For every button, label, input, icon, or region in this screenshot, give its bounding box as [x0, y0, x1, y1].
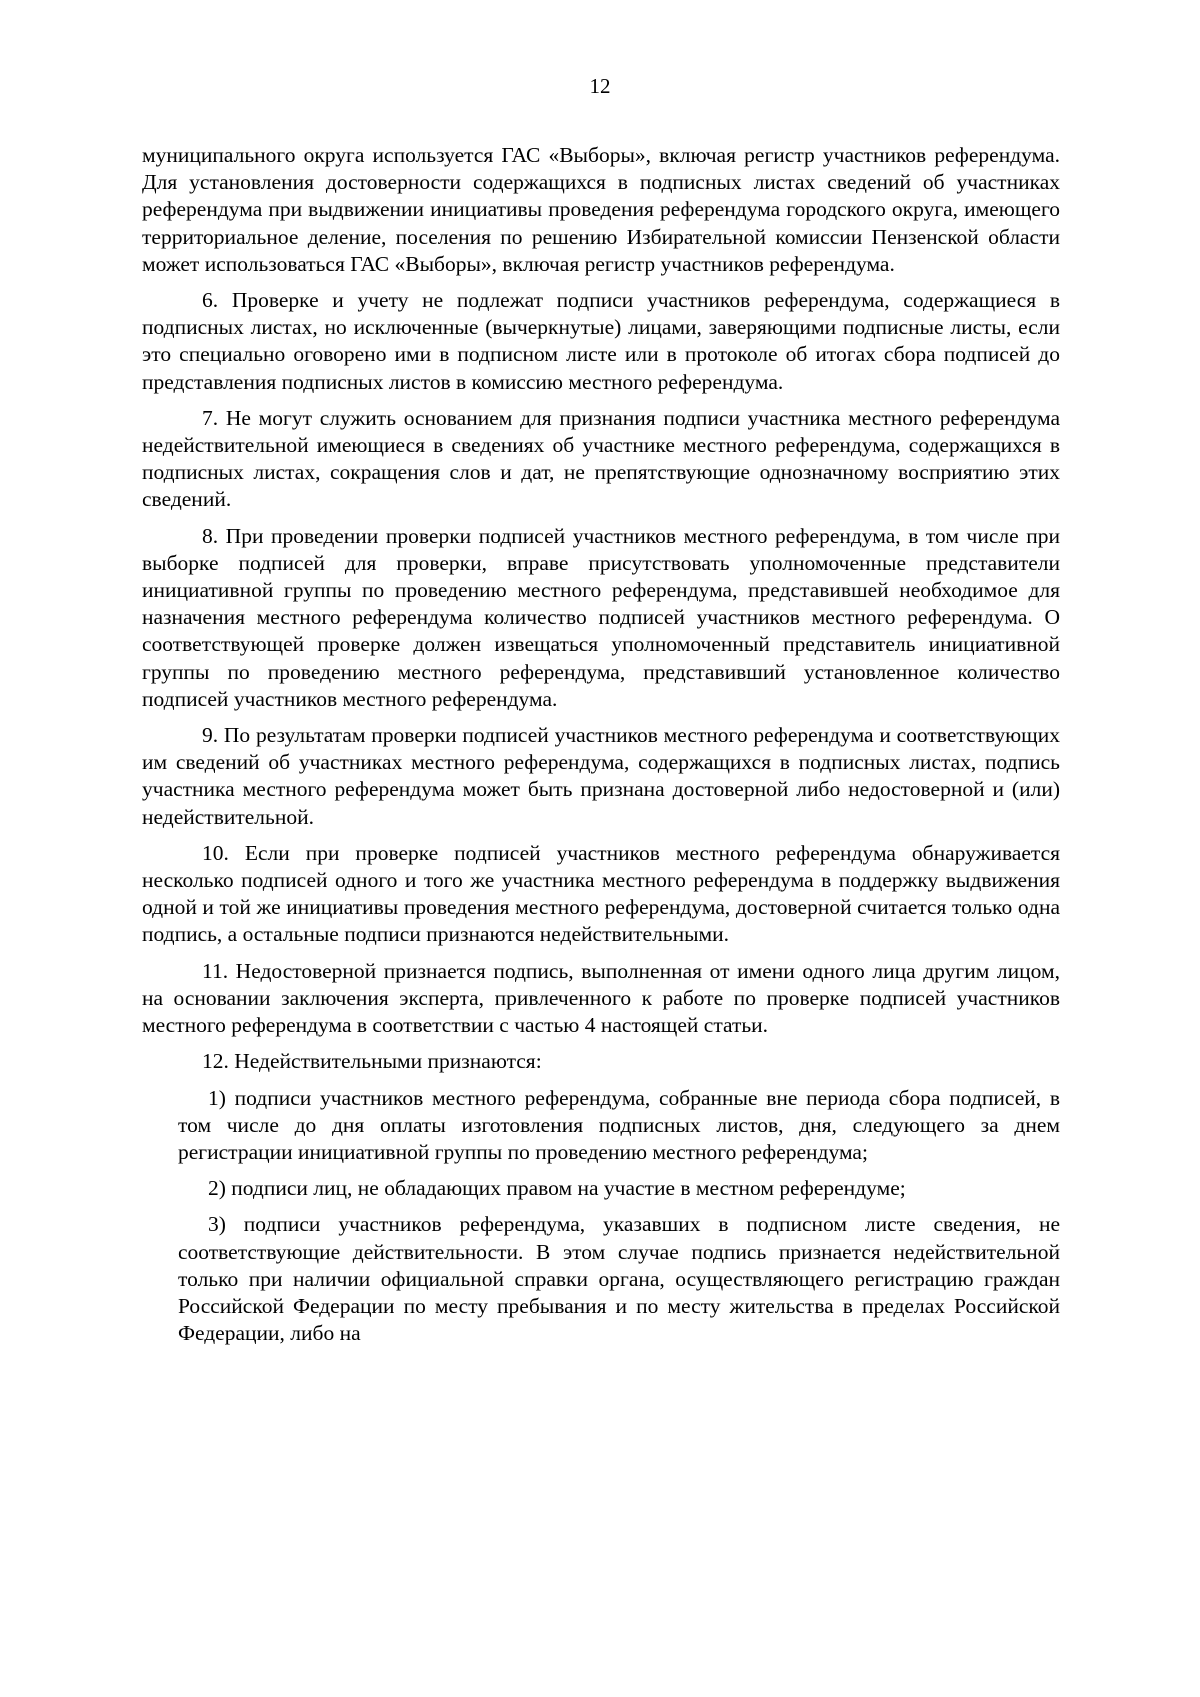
- paragraph-item-7: 7. Не могут служить основанием для признания подписи участника местного референдума недействительной имеющиеся в сведениях об участнике местного референдума, содержащихся в подписных листах, сокращения слов и дат, не препятствующие однозначному восприятию этих сведений.: [142, 405, 1060, 512]
- subitem-3: 3) подписи участников референдума, указавших в подписном листе сведения, не соответствующие действительности. В этом случае подпись признается недействительной только при наличии официальной справки органа, осуществляющего регистрацию граждан Российской Федерации по месту пребывания и по месту жительства в пределах Российской Федерации, либо на: [178, 1212, 1060, 1346]
- paragraph-item-10: 10. Если при проверке подписей участников местного референдума обнаруживается несколько подписей одного и того же участника местного референдума в поддержку выдвижения одной и той же инициативы проведения местного референдума, достоверной считается только одна подпись, а остальные подписи признаются недействительными.: [142, 840, 1060, 947]
- page-number: 12: [589, 74, 611, 98]
- paragraph-item-6: 6. Проверке и учету не подлежат подписи участников референдума, содержащиеся в подписных листах, но исключенные (вычеркнутые) лицами, заверяющими подписные листы, если это специально оговорено ими в подписном листе или в протоколе об итогах сбора подписей до представления подписных листов в комиссию местного референдума.: [142, 288, 1060, 394]
- subitem-1: 1) подписи участников местного референдума, собранные вне периода сбора подписей, в том числе до дня оплаты изготовления подписных листов, дня, следующего за днем регистрации инициативной группы по проведению местного референдума;: [178, 1085, 1060, 1164]
- document-body: [142, 142, 1060, 1356]
- paragraph-item-12: 12. Недействительными признаются:: [202, 1049, 542, 1074]
- paragraph-continuation: муниципального округа используется ГАС «Выборы», включая регистр участников референдума. Для установления достоверности содержащихся в подписных листах сведений об участниках референдума при выдвижении инициативы проведения референдума городского округа, имеющего территориальное деление, поселения по решению Избирательной комиссии Пензенской области может использоваться ГАС «Выборы», включая регистр участников референдума.: [142, 143, 1060, 276]
- subitem-2: 2) подписи лиц, не обладающих правом на участие в местном референдуме;: [208, 1176, 906, 1201]
- paragraph-item-9: 9. По результатам проверки подписей участников местного референдума и соответствующих им сведений об участниках местного референдума, содержащихся в подписных листах, подпись участника местного референдума может быть признана достоверной либо недостоверной и (или) недействительной.: [142, 723, 1060, 829]
- paragraph-item-8: 8. При проведении проверки подписей участников местного референдума, в том числе при выборке подписей для проверки, вправе присутствовать уполномоченные представители инициативной группы по проведению местного референдума, представившей необходимое для назначения местного референдума количество подписей участников местного референдума. О соответствующей проверке должен извещаться уполномоченный представитель инициативной группы по проведению местного референдума, представивший установленное количество подписей участников местного референдума.: [142, 523, 1060, 711]
- paragraph-item-11: 11. Недостоверной признается подпись, выполненная от имени одного лица другим лицом, на основании заключения эксперта, привлеченного к работе по проверке подписей участников местного референдума в соответствии с частью 4 настоящей статьи.: [142, 958, 1060, 1038]
